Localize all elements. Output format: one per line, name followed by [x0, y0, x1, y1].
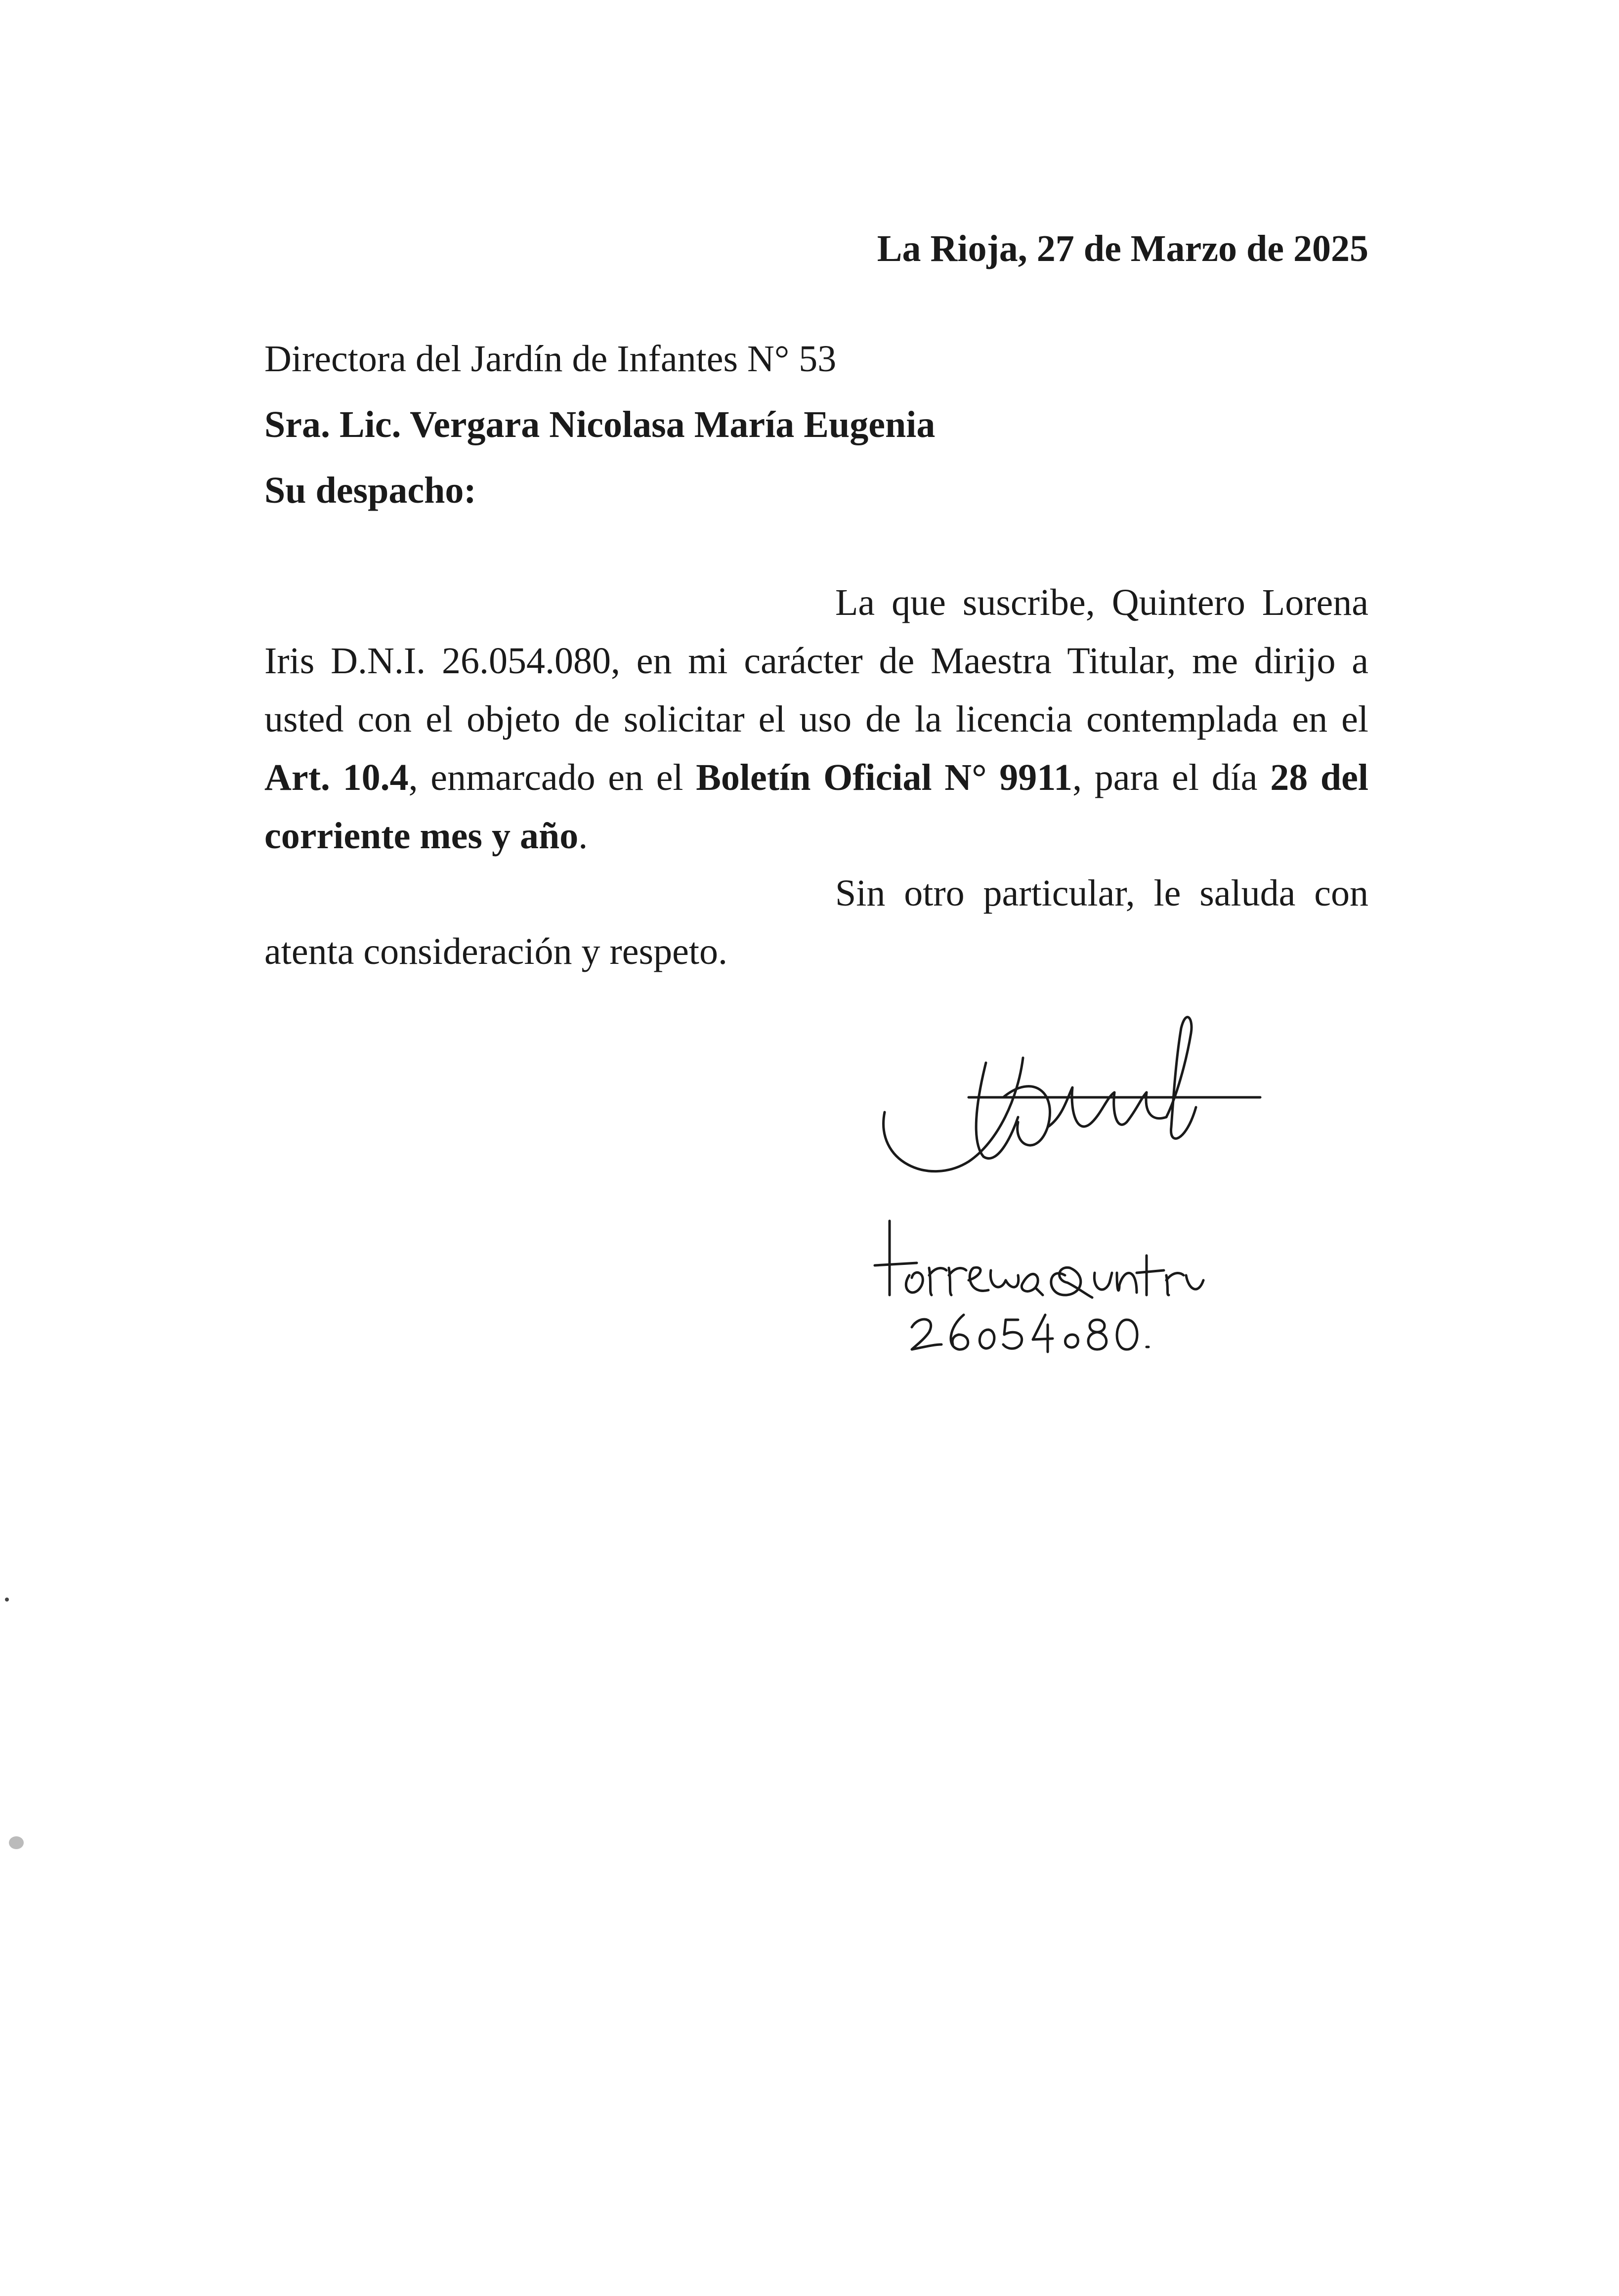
scan-speck — [5, 1598, 9, 1602]
body-text-4: . — [578, 815, 588, 857]
addressee-office: Su despacho: — [264, 470, 476, 511]
addressee-title: Directora del Jardín de Infantes N° 53 — [264, 338, 837, 380]
body-article: Art. 10.4 — [264, 757, 409, 798]
body-bulletin: Boletín Oficial N° 9911 — [696, 757, 1073, 798]
body-text-3: , para el día — [1072, 757, 1271, 798]
body-text-2: , enmarcado en el — [408, 757, 696, 798]
body-date-requested: 28 del corriente mes y año — [264, 757, 1369, 857]
letter-date: La Rioja, 27 de Marzo de 2025 — [877, 228, 1368, 269]
body-text-1: La que suscribe, Quintero Lorena Iris D.N.I. 26.054.080, en mi carácter de Maestra Titular, me dirijo a usted con el objeto de solicitar el uso de la licencia contemplada en el — [264, 582, 1368, 740]
letter-body — [264, 573, 1368, 865]
handwritten-signature — [870, 998, 1275, 1354]
letter-closing: Sin otro particular, le saluda con atenta consideración y respeto. — [264, 872, 1368, 972]
scan-speck — [9, 1836, 24, 1849]
addressee-block — [264, 326, 935, 523]
addressee-name: Sra. Lic. Vergara Nicolasa María Eugenia — [264, 404, 936, 445]
